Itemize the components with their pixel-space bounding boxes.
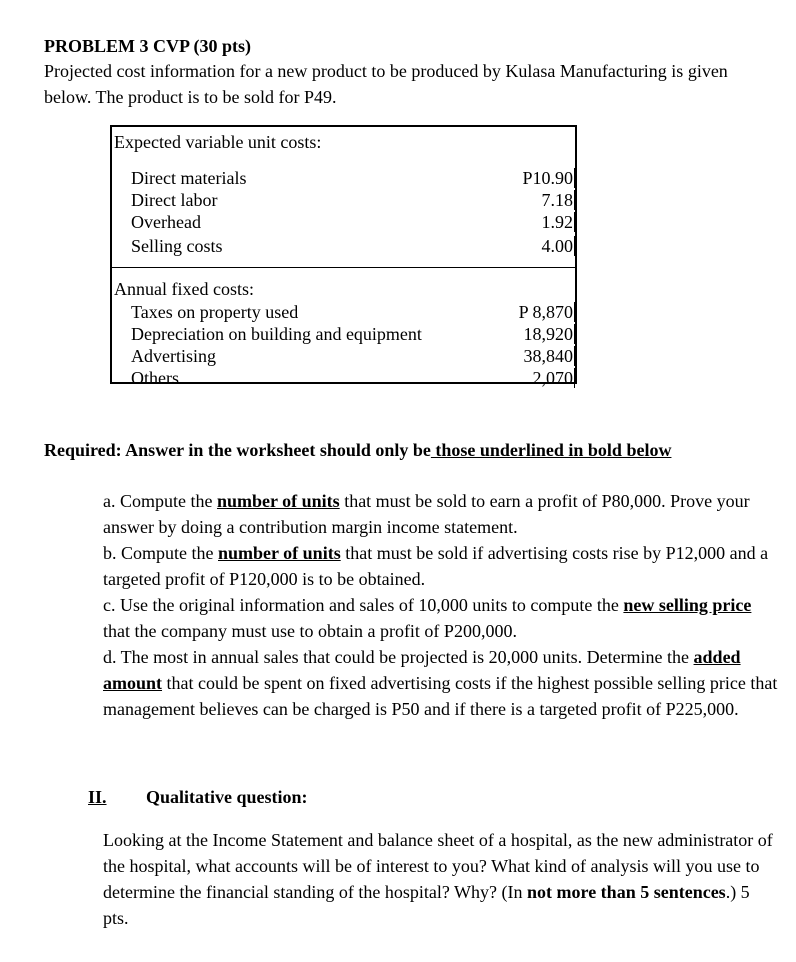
- variable-cost-label: Direct materials: [131, 168, 247, 188]
- intro-paragraph: Projected cost information for a new product to be produced by Kulasa Manufacturing is given below. The product is to be sold for P49.: [44, 61, 728, 107]
- problem-title: PROBLEM 3 CVP (30 pts): [44, 36, 251, 56]
- table-divider: [112, 267, 575, 268]
- fixed-cost-label: Others: [131, 368, 179, 388]
- fixed-cost-value: P 8,870: [518, 302, 573, 322]
- required-lead: Required: Answer in the worksheet should only be: [44, 440, 431, 460]
- required-parts: [103, 488, 779, 722]
- part-a: a. Compute the number of units that must be sold to earn a profit of P80,000. Prove your answer by doing a contribution margin income statement.: [103, 491, 750, 537]
- part-d: d. The most in annual sales that could be projected is 20,000 units. Determine the added amount that could be spent on fixed advertising costs if the highest possible selling price that management believes can be charged is P50 and if there is a targeted profit of P225,000.: [103, 647, 778, 719]
- variable-cost-value: 7.18: [541, 190, 573, 210]
- fixed-cost-label: Taxes on property used: [131, 302, 299, 322]
- required-line: [44, 437, 671, 463]
- variable-cost-value: P10.90: [522, 168, 573, 188]
- section-ii-heading: [88, 784, 308, 810]
- part-c: c. Use the original information and sales of 10,000 units to compute the new selling price that the company must use to obtain a profit of P200,000.: [103, 595, 752, 641]
- fixed-cost-value: 18,920: [523, 324, 573, 344]
- variable-cost-label: Overhead: [131, 212, 201, 232]
- sentence-limit: not more than 5 sentences: [527, 882, 726, 902]
- section-title: Qualitative question:: [146, 787, 308, 807]
- part-b: b. Compute the number of units that must be sold if advertising costs rise by P12,000 and a targeted profit of P120,000 is to be obtained.: [103, 543, 769, 589]
- variable-cost-label: Selling costs: [131, 236, 223, 256]
- variable-costs-header: Expected variable unit costs:: [114, 132, 322, 152]
- fixed-cost-value: 38,840: [523, 346, 573, 366]
- variable-cost-label: Direct labor: [131, 190, 218, 210]
- section-number: II.: [88, 787, 107, 807]
- qualitative-question: Looking at the Income Statement and balance sheet of a hospital, as the new administrator of the hospital, what accounts will be of interest to you? What kind of analysis will you use to determine the financial standing of the hospital? Why? (In not more than 5 sentences.) 5 pts.: [103, 830, 773, 928]
- fixed-costs-header: Annual fixed costs:: [114, 279, 254, 299]
- variable-cost-value: 4.00: [541, 236, 573, 256]
- fixed-cost-label: Advertising: [131, 346, 216, 366]
- cost-table: [110, 125, 577, 388]
- fixed-cost-value: 2,070: [532, 368, 573, 388]
- fixed-cost-label: Depreciation on building and equipment: [131, 324, 422, 344]
- part-b-key: number of units: [218, 543, 341, 563]
- part-d-key: added amount: [103, 647, 741, 693]
- required-underlined: those underlined in bold below: [430, 440, 672, 460]
- part-c-key: new selling price: [623, 595, 752, 615]
- part-a-key: number of units: [216, 491, 340, 511]
- variable-cost-value: 1.92: [541, 212, 573, 232]
